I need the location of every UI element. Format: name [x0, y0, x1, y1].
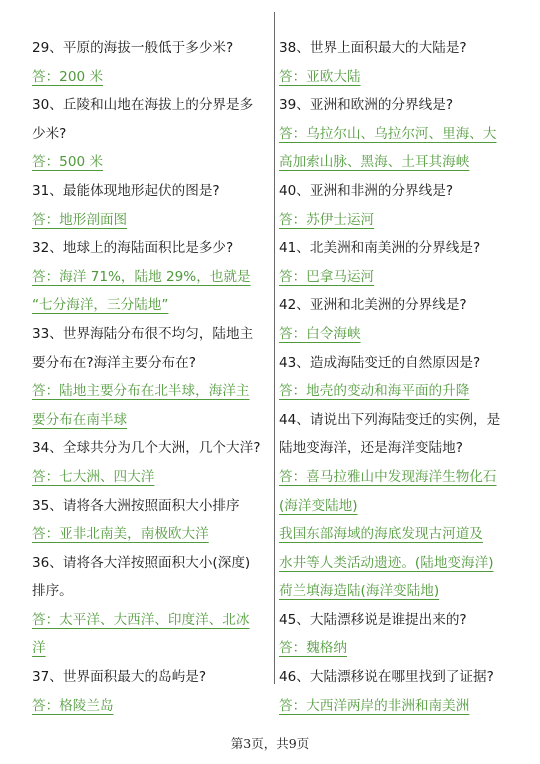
answer-line: 水井等人类活动遗迹。(陆地变海洋)	[279, 554, 494, 571]
answer-line: 答：七大洲、四大洋	[32, 468, 155, 485]
answer-line: “七分海洋，三分陆地”	[32, 297, 169, 314]
answer-line: 答：巴拿马运河	[279, 268, 375, 285]
question-line: 30、丘陵和山地在海拔上的分界是多	[32, 97, 254, 114]
question-line: 39、亚洲和欧洲的分界线是?	[279, 97, 454, 114]
answer-line: 我国东部海域的海底发现古河道及	[279, 526, 483, 543]
question-line: 要分布在?海洋主要分布在?	[32, 354, 196, 371]
answer-line: 洋	[32, 640, 46, 657]
question-line: 40、亚洲和非洲的分界线是?	[279, 182, 454, 199]
answer-line: 答：喜马拉雅山中发现海洋生物化石	[279, 468, 497, 485]
question-line: 34、全球共分为几个大洲，几个大洋?	[32, 440, 261, 457]
question-line: 46、大陆漂移说在哪里找到了证据?	[279, 669, 494, 686]
answer-line: 答：地壳的变动和海平面的升降	[279, 383, 470, 400]
question-line: 33、世界海陆分布很不均匀，陆地主	[32, 325, 254, 342]
question-line: 31、最能体现地形起伏的图是?	[32, 182, 220, 199]
answer-line: 答：500 米	[32, 154, 104, 171]
column-divider	[274, 12, 275, 684]
question-line: 41、北美洲和南美洲的分界线是?	[279, 240, 481, 257]
answer-line: 答：魏格纳	[279, 640, 347, 657]
answer-line: 要分布在南半球	[32, 411, 128, 428]
question-line: 43、造成海陆变迁的自然原因是?	[279, 354, 481, 371]
question-line: 32、地球上的海陆面积比是多少?	[32, 240, 234, 257]
answer-line: 荷兰填海造陆(海洋变陆地)	[279, 583, 440, 600]
question-line: 少米?	[32, 125, 67, 142]
question-line: 37、世界面积最大的岛屿是?	[32, 669, 207, 686]
question-line: 36、请将各大洋按照面积大小(深度)	[32, 554, 251, 571]
question-line: 排序。	[32, 583, 73, 600]
question-line: 44、请说出下列海陆变迁的实例，是	[279, 411, 501, 428]
answer-line: 答：苏伊士运河	[279, 211, 375, 228]
answer-line: 答：大西洋两岸的非洲和南美洲	[279, 697, 470, 714]
answer-line: 答：陆地主要分布在北半球，海洋主	[32, 383, 250, 400]
answer-line: 高加索山脉、黑海、土耳其海峡	[279, 154, 470, 171]
answer-line: 答：乌拉尔山、乌拉尔河、里海、大	[279, 125, 497, 142]
question-line: 45、大陆漂移说是谁提出来的?	[279, 611, 467, 628]
answer-line: 答：太平洋、大西洋、印度洋、北冰	[32, 611, 250, 628]
left-column	[32, 34, 270, 720]
page-footer: 第3页，共9页	[230, 736, 310, 751]
answer-line: 答：200 米	[32, 68, 104, 85]
answer-line: 答：亚欧大陆	[279, 68, 361, 85]
right-column	[279, 34, 517, 720]
question-line: 35、请将各大洲按照面积大小排序	[32, 497, 240, 514]
answer-line: 答：亚非北南美，南极欧大洋	[32, 526, 209, 543]
answer-line: 答：格陵兰岛	[32, 697, 114, 714]
answer-line: (海洋变陆地)	[279, 497, 358, 514]
question-line: 42、亚洲和北美洲的分界线是?	[279, 297, 467, 314]
question-line: 38、世界上面积最大的大陆是?	[279, 40, 467, 56]
answer-line: 答：地形剖面图	[32, 211, 128, 228]
answer-line: 答：海洋 71%，陆地 29%，也就是	[32, 268, 251, 285]
question-line: 29、平原的海拔一般低于多少米?	[32, 40, 234, 56]
question-line: 陆地变海洋，还是海洋变陆地?	[279, 440, 463, 457]
answer-line: 答：白令海峡	[279, 325, 361, 342]
